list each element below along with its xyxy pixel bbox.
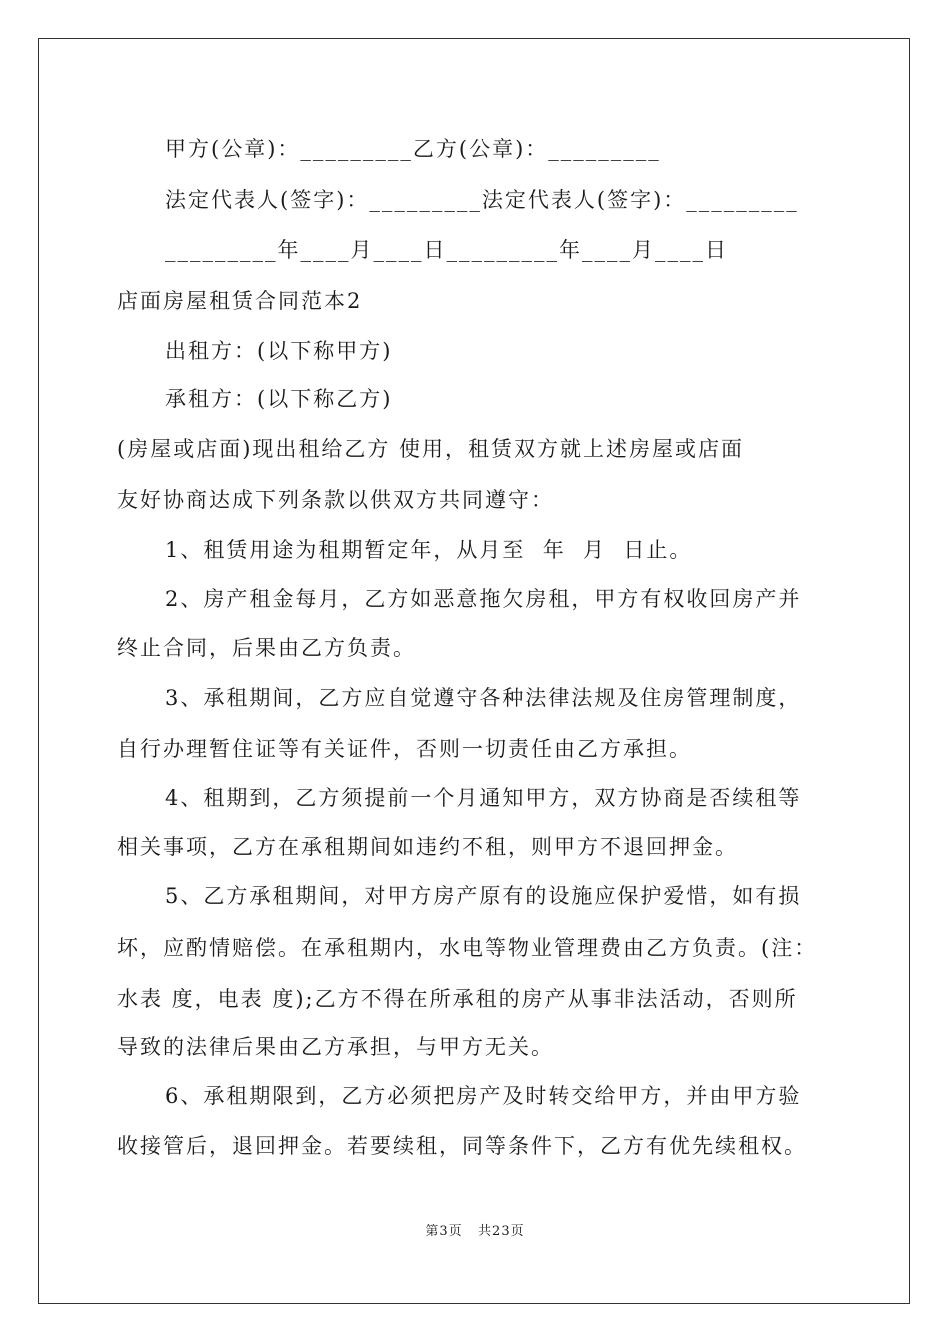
clause-5-line-4: 导致的法律后果由乙方承担，与甲方无关。: [117, 1035, 554, 1059]
clause-3-line-2: 自行办理暂住证等有关证件，否则一切责任由乙方承担。: [117, 737, 692, 761]
signature-parties-line: 甲方(公章)：_________乙方(公章)：_________: [165, 137, 661, 161]
page-number-footer: 第3页 共23页: [425, 1224, 525, 1239]
clause-2-line-2: 终止合同，后果由乙方负责。: [117, 636, 416, 660]
page-border: [38, 38, 910, 1304]
clause-6-line-1: 6、承租期限到，乙方必须把房产及时转交给甲方，并由甲方验: [165, 1084, 802, 1108]
signature-dates-line: _________年____月____日_________年____月____日: [165, 238, 728, 262]
clause-2-line-1: 2、房产租金每月，乙方如恶意拖欠房租，甲方有权收回房产并: [165, 587, 802, 611]
intro-line-2: 友好协商达成下列条款以供双方共同遵守：: [117, 488, 554, 512]
clause-1-line-1: 1、租赁用途为租期暂定年，从月至 年 月 日止。: [165, 538, 693, 562]
signature-representatives-line: 法定代表人(签字)：_________法定代表人(签字)：_________: [165, 188, 799, 212]
clause-4-line-1: 4、租期到，乙方须提前一个月通知甲方，双方协商是否续租等: [165, 786, 802, 810]
intro-line-1: (房屋或店面)现出租给乙方 使用，租赁双方就上述房屋或店面: [117, 437, 745, 461]
clause-5-line-2: 坏，应酌情赔偿。在承租期内，水电等物业管理费由乙方负责。(注：: [117, 936, 818, 960]
lessor-line: 出租方：(以下称甲方): [165, 339, 393, 363]
clause-6-line-2: 收接管后，退回押金。若要续租，同等条件下，乙方有优先续租权。: [117, 1134, 807, 1158]
clause-4-line-2: 相关事项，乙方在承租期间如违约不租，则甲方不退回押金。: [117, 835, 738, 859]
clause-5-line-1: 5、乙方承租期间，对甲方房产原有的设施应保护爱惜，如有损: [165, 884, 802, 908]
clause-3-line-1: 3、承租期间，乙方应自觉遵守各种法律法规及住房管理制度，: [165, 686, 802, 710]
clause-5-line-3: 水表 度，电表 度);乙方不得在所承租的房产从事非法活动，否则所: [117, 987, 798, 1011]
contract-title: 店面房屋租赁合同范本2: [117, 289, 363, 313]
lessee-line: 承租方：(以下称乙方): [165, 387, 393, 411]
